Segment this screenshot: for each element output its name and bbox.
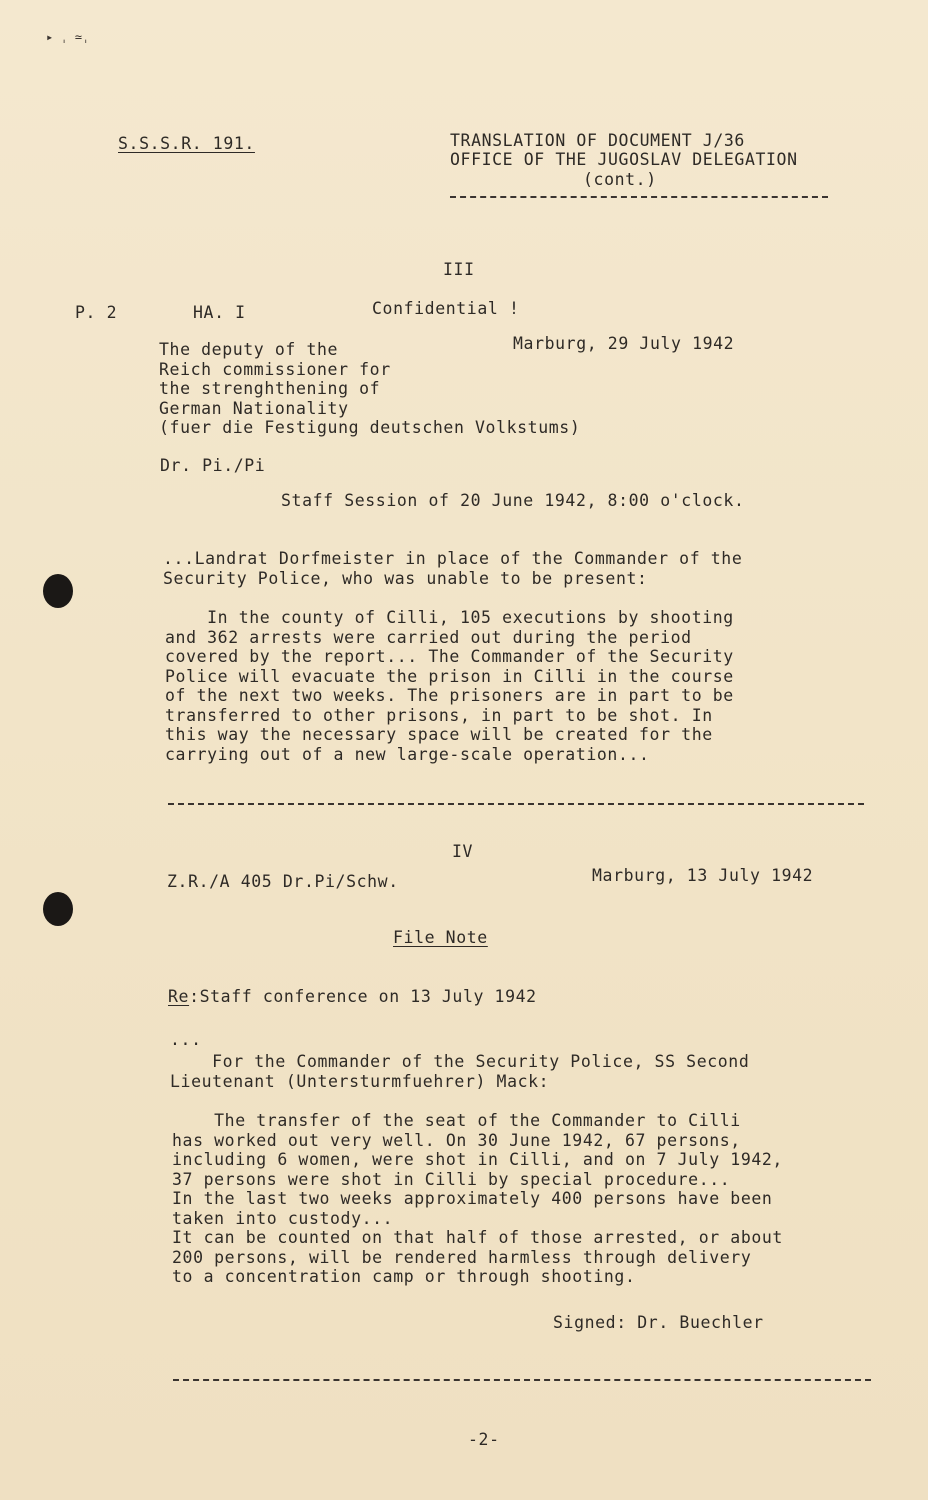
body-line: of the next two weeks. The prisoners are in part to be	[165, 686, 734, 705]
punch-hole	[43, 892, 73, 926]
section-4-numeral: IV	[452, 842, 474, 861]
body-line: Police will evacuate the prison in Cilli in the course	[165, 666, 734, 686]
page-number: -2-	[468, 1430, 500, 1449]
body-line: and 362 arrests were carried out during the period	[165, 627, 692, 647]
body-line: In the last two weeks approximately 400 persons have been	[172, 1189, 773, 1208]
session-line: Staff Session of 20 June 1942, 8:00 o'clock.	[281, 491, 745, 510]
section-divider	[168, 803, 864, 805]
ellipsis: ...	[170, 1030, 202, 1049]
page-marker: P. 2	[75, 303, 118, 322]
speaker-paragraph	[170, 1052, 749, 1091]
body-line: including 6 women, were shot in Cilli, and on 7 July 1942,	[172, 1150, 783, 1169]
section-3-numeral: III	[443, 260, 475, 279]
body-line: It can be counted on that half of those arrested, or about	[172, 1228, 783, 1247]
place-date: Marburg, 29 July 1942	[513, 334, 735, 353]
reference-initials: Dr. Pi./Pi	[160, 456, 266, 475]
body-line: this way the necessary space will be created for the	[165, 725, 713, 744]
re-line	[168, 987, 537, 1007]
body-line: 37 persons were shot in Cilli by special procedure...	[172, 1169, 731, 1189]
body-line: to a concentration camp or through shooting.	[172, 1267, 636, 1286]
header-title-line-2: OFFICE OF THE JUGOSLAV DELEGATION	[450, 150, 798, 169]
section-4-place-date: Marburg, 13 July 1942	[592, 866, 814, 885]
sender-block	[159, 340, 580, 438]
punch-hole	[43, 574, 73, 608]
file-note-heading: File Note	[393, 928, 488, 947]
speaker-line: Lieutenant (Untersturmfuehrer) Mack:	[170, 1071, 550, 1091]
sender-line: German Nationality	[159, 398, 349, 418]
header-rule	[450, 196, 828, 198]
intro-line: Security Police, who was unable to be present:	[163, 568, 648, 588]
header-title-line-3: (cont.)	[583, 170, 657, 189]
sender-line: the strenghthening of	[159, 379, 381, 398]
body-line: taken into custody...	[172, 1208, 394, 1228]
body-line: has worked out very well. On 30 June 1942, 67 persons,	[172, 1130, 741, 1150]
sender-line: Reich commissioner for	[159, 359, 391, 379]
re-text: :Staff conference on 13 July 1942	[189, 987, 537, 1006]
body-line: In the county of Cilli, 105 executions by shooting	[165, 608, 734, 627]
body-line: carrying out of a new large-scale operation...	[165, 744, 650, 764]
document-reference: S.S.S.R. 191.	[118, 134, 255, 153]
intro-paragraph	[163, 549, 742, 588]
body-line: 200 persons, will be rendered harmless through delivery	[172, 1247, 752, 1267]
speaker-line: For the Commander of the Security Police, SS Second	[170, 1052, 750, 1071]
intro-line: ...Landrat Dorfmeister in place of the Commander of the	[163, 549, 743, 568]
department-label: HA. I	[193, 303, 246, 322]
sender-line: The deputy of the	[159, 340, 339, 359]
body-line: The transfer of the seat of the Commander to Cilli	[172, 1111, 741, 1130]
re-label: Re	[168, 987, 190, 1006]
header-title-line-1: TRANSLATION OF DOCUMENT J/36	[450, 131, 745, 150]
classification-label: Confidential !	[372, 299, 520, 318]
body-line: transferred to other prisons, in part to be shot. In	[165, 705, 713, 725]
section-3-body	[165, 608, 734, 764]
body-line: covered by the report... The Commander of the Security	[165, 647, 734, 666]
closing-rule	[173, 1379, 871, 1381]
signature: Signed: Dr. Buechler	[553, 1313, 764, 1332]
sender-line: (fuer die Festigung deutschen Volkstums)	[159, 418, 581, 437]
section-4-body	[172, 1111, 783, 1287]
section-4-reference: Z.R./A 405 Dr.Pi/Schw.	[167, 872, 399, 891]
margin-mark: ▸ ˌ ≃ˌ	[46, 30, 90, 44]
